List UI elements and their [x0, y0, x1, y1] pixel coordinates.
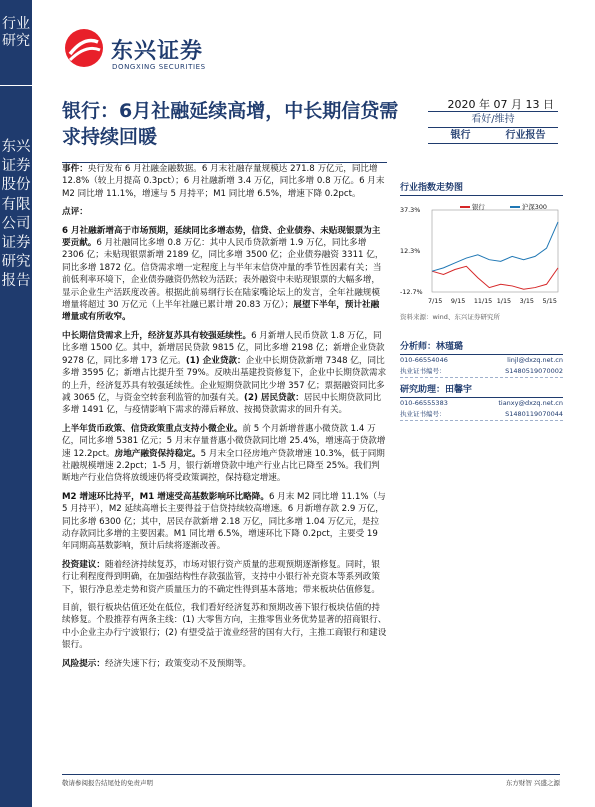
paragraph-small-business: 上半年货币政策、信贷政策重点支持小微企业。前 5 个月新增普惠小微贷款 1.4 万亿，同比多增 5381 亿元；5 月末存量普惠小微贷款同比增 25.4%，增速高于贷款增速 12.2pct。房地产融资保持稳定。5 月末全口径房地产贷款增速 10.3%，低于同期社融规模增速 2.2pct；1-5 月，银行新增贷款中地产行业占比已降至 25%。我们判断地产行业信贷将放缓速仍将受政策调控，保持稳定增速。 — [62, 423, 386, 484]
legend-item — [510, 202, 547, 211]
analyst-contact: 010-66554046 linjl@dxzq.net.cn — [400, 356, 563, 364]
x-tick-label: 3/15 — [519, 297, 534, 305]
report-meta — [428, 96, 558, 144]
report-body — [62, 163, 387, 676]
side-panel — [400, 180, 563, 421]
series-line-0 — [432, 266, 558, 289]
chart-frame — [432, 210, 558, 292]
paragraph-money-supply: M2 增速环比持平，M1 增速受高基数影响环比略降。6 月末 M2 同比增 11.1%（与 5 月持平），M2 延续高增长主要得益于信贷持续较高增速。6 月新增存款 2.9 万亿，同比多增 6300 亿；其中，居民存款新增 2.18 万亿，同比多增 1.04 万亿元，是拉动存款同比多增的主要因素。M1 同比增 6.5%，增速环比下降 0.2pct，主要受 19 年同期高基数影响，预计后续将逐渐改善。 — [62, 491, 386, 552]
series-line-1 — [432, 222, 558, 271]
event-paragraph: 事件：央行发布 6 月社融金融数据。6 月末社融存量规模达 271.8 万亿元，同比增 12.8%（较上月提高 0.3pct）；6 月社融新增 3.4 万亿，同比多增 0.8 万亿。6 月末 M2 同比增 11.1%，增速与 5 月持平；M1 同比增 6.5%，增速下降 0.2pct。 — [62, 164, 385, 199]
legend-item — [460, 202, 485, 211]
analyst-heading: 分析师：林瑾璐 — [400, 339, 563, 355]
footer-disclaimer: 敬请参阅报告结尾处的免责声明 — [62, 779, 153, 787]
y-tick-label: 37.3% — [400, 206, 421, 214]
chart-title: 行业指数走势图 — [400, 180, 563, 196]
x-tick-label: 11/15 — [473, 297, 493, 305]
report-tags — [428, 128, 558, 144]
paragraph-investment: 投资建议：随着经济持续复苏，市场对银行资产质量的悲观预期逐渐修复。同时，银行让利程度得到明确，在加强结构性存款强监管，支持中小银行补充资本等系列政策下，银行净息差走势和资产质量压力的不确定性得到基本落地；带来板块估值修复。 — [62, 559, 380, 595]
logo-mark-icon — [64, 28, 104, 68]
sector-label: 行业研究 — [0, 0, 32, 86]
footer-slogan: 东方财智 兴盛之源 — [505, 779, 560, 787]
company-logo — [64, 26, 284, 84]
x-tick-label: 1/15 — [496, 297, 512, 305]
tag-type: 行业报告 — [493, 128, 558, 144]
assistant-cert: 执业证书编号： S1480119070044 — [400, 409, 563, 421]
assistant-contact: 010-66555383 tianxy@dxzq.net.cn — [400, 399, 563, 407]
analyst-cert: 执业证书编号： S1480519070002 — [400, 366, 563, 378]
y-tick-label: -12.7% — [400, 288, 423, 296]
logo-cn: 东兴证券 — [111, 39, 204, 64]
y-tick-label: 12.3% — [400, 247, 421, 255]
comment-label: 点评： — [62, 207, 88, 218]
logo-en: DONGXING SECURITIES — [112, 63, 206, 71]
sidebar-band — [0, 0, 32, 807]
page-footer — [62, 774, 560, 787]
paragraph-recommendation: 目前，银行板块估值还处在低位，我们看好经济复苏和预期改善下银行板块估值的持续修复。个股推荐有两条主线：(1) 大零售方向，主推零售业务优势显著的招商银行、中小企业主办行宁波银行；(2) 有望受益于流业经营的国有大行，主推工商银行和建设银行。 — [62, 603, 387, 651]
legend-swatch — [510, 206, 520, 208]
legend-swatch — [460, 206, 470, 208]
report-title: 银行：6月社融延续高增，中长期信贷需求持续回暖 — [62, 100, 399, 148]
paragraph-social-financing: 6 月社融新增高于市场预期，延续同比多增态势，信贷、企业债券、未贴现银票为主要贡献。6 月社融同比多增 0.8 万亿：其中人民币贷款新增 1.9 万亿，同比多增 2306 亿；未贴现银票新增 2189 亿，同比多增 3500 亿；企业债券融资 3311 亿，同比多增 1872 亿。信贷需求增一定程度上与半年末信贷冲量的季节性因素有关；当前低利率环境下，企业债券融资仍然较为活跃；表外融资中未贴现银票的大幅多增，显示企业生产活跃度改善。根据此前易纲行长在陆家嘴论坛上的发言，全年社融规模增量将超过 30 万亿元（上半年社融已累计增 20.83 万亿）；展望下半年，预计社融增量或有所收窄。 — [62, 225, 384, 323]
x-tick-label: 9/15 — [450, 297, 466, 305]
legend-label: 银行 — [472, 203, 485, 211]
rating-badge: 看好/维持 — [428, 112, 558, 128]
x-tick-label: 7/15 — [428, 297, 443, 305]
company-label: 东兴证券股份有限公司证券研究报告 — [1, 139, 31, 290]
legend-label: 沪深300 — [522, 203, 547, 211]
report-date: 2020 年 07 月 13 日 — [428, 96, 558, 112]
x-tick-label: 5/15 — [542, 297, 557, 305]
tag-industry: 银行 — [428, 128, 493, 144]
assistant-heading: 研究助理：田馨宇 — [400, 382, 563, 398]
analyst-block — [400, 339, 563, 421]
chart-source: 资料来源：wind、东兴证券研究所 — [400, 313, 500, 321]
paragraph-risk: 风险提示：经济失速下行；政策变动不及预期等。 — [62, 658, 252, 669]
paragraph-credit-demand: 中长期信贷需求上升，经济复苏具有较强延续性。6 月新增人民币贷款 1.8 万亿，同比多增 1500 亿。其中，新增居民贷款 9815 亿，同比多增 2198 亿；新增企业贷款 9278 亿，同比多增 173 亿元。(1) 企业贷款：企业中长期贷款新增 7348 亿，同比多增 3595 亿；新增占比提升至 79%。反映出基建投资修复下，企业中长期贷款需求的上升，经济复苏具有较强延续性。企业短期贷款同比少增 357 亿；票据融资同比多减 3065 亿，与资金空转套利监管的加强有关。(2) 居民贷款：居民中长期贷款同比多增 1491 亿，与疫情影响下需求的滞后释放、按揭贷款需求的回升有关。 — [62, 330, 387, 416]
index-chart — [400, 200, 563, 310]
chart-svg — [400, 200, 563, 310]
